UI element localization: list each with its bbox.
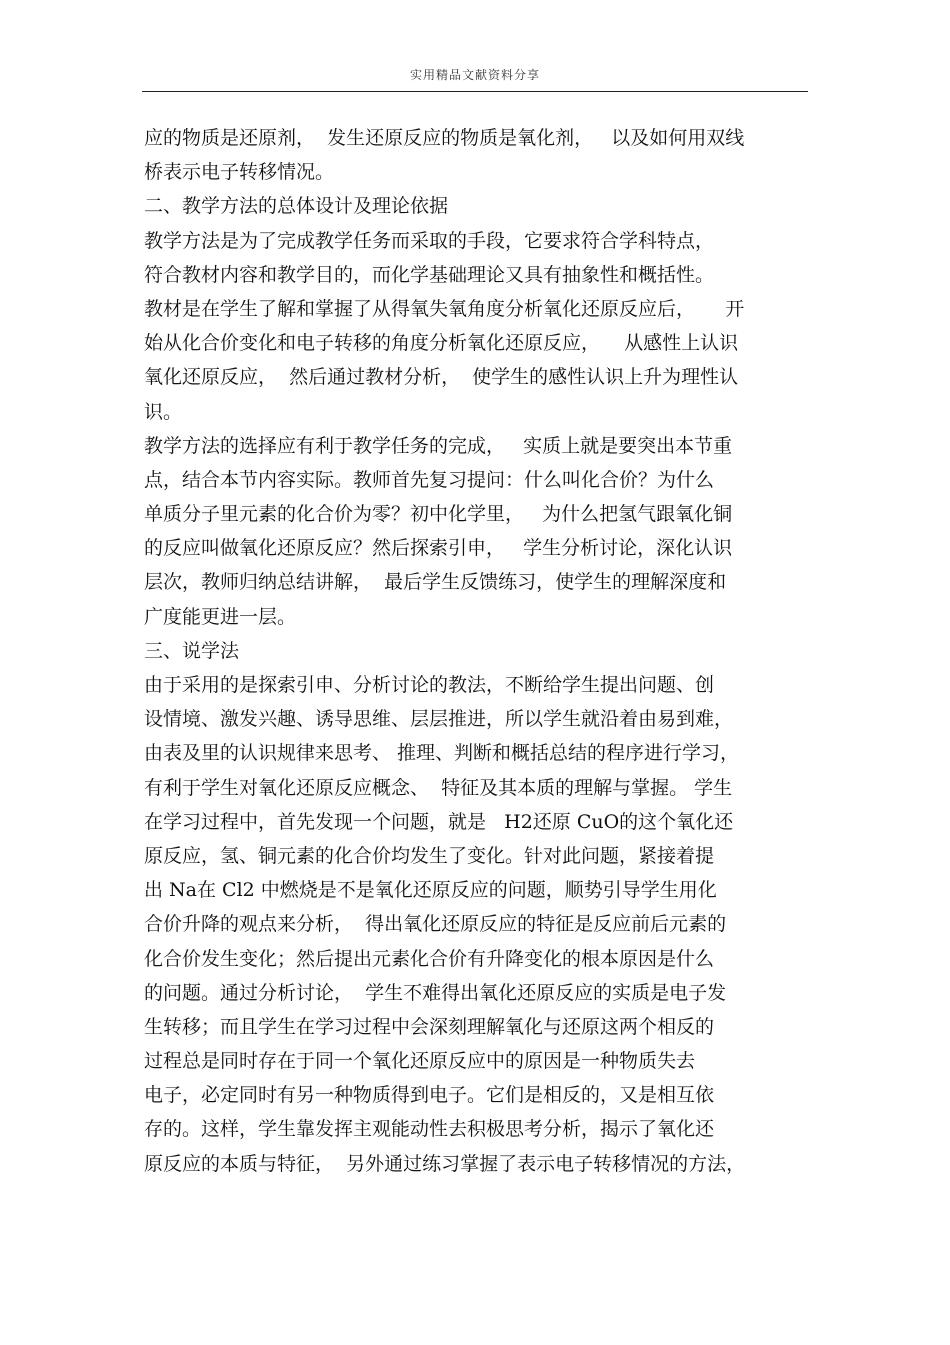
body-line-6: 教材是在学生了解和掌握了从得氧失氧角度分析氧化还原反应后， 开 xyxy=(144,297,745,320)
body-line-14: 层次，教师归纳总结讲解， 最后学生反馈练习，使学生的理解深度和 xyxy=(144,571,727,594)
body-line-10: 教学方法的选择应有利于教学任务的完成， 实质上就是要突出本节重 xyxy=(144,434,733,457)
body-line-5: 符合教材内容和教学目的，而化学基础理论又具有抽象性和概括性。 xyxy=(144,263,715,286)
body-line-9: 识。 xyxy=(144,400,183,423)
body-line-11: 点，结合本节内容实际。教师首先复习提问：什么叫化合价？为什么 xyxy=(144,468,715,491)
body-line-30: 存的。这样，学生靠发挥主观能动性去积极思考分析，揭示了氧化还 xyxy=(144,1118,715,1141)
section-heading-teaching-method: 二、教学方法的总体设计及理论依据 xyxy=(144,195,449,218)
body-line-24: 合价升降的观点来分析， 得出氧化还原反应的特征是反应前后元素的 xyxy=(144,913,727,936)
body-line-7: 始从化合价变化和电子转移的角度分析氧化还原反应， 从感性上认识 xyxy=(144,332,739,355)
body-line-19: 由表及里的认识规律来思考、 推理、判断和概括总结的程序进行学习， xyxy=(144,742,740,765)
body-line-13: 的反应叫做氧化还原反应？然后探索引申， 学生分析讨论，深化认识 xyxy=(144,537,733,560)
body-line-12: 单质分子里元素的化合价为零？初中化学里， 为什么把氢气跟氧化铜 xyxy=(144,503,733,526)
body-line-28: 过程总是同时存在于同一个氧化还原反应中的原因是一种物质失去 xyxy=(144,1050,696,1073)
body-line-21: 在学习过程中，首先发现一个问题，就是 H2还原 CuO的这个氧化还 xyxy=(144,810,734,833)
body-line-18: 设情境、激发兴趣、诱导思维、层层推进，所以学生就沿着由易到难， xyxy=(144,708,734,731)
page-header-title: 实用精品文献资料分享 xyxy=(409,68,540,82)
body-line-31: 原反应的本质与特征， 另外通过练习掌握了表示电子转移情况的方法， xyxy=(144,1152,746,1175)
document-body xyxy=(144,121,812,1181)
body-line-22: 原反应，氢、铜元素的化合价均发生了变化。针对此问题，紧接着提 xyxy=(144,844,715,867)
body-line-1: 应的物质是还原剂， 发生还原反应的物质是氧化剂， 以及如何用双线 xyxy=(144,127,745,149)
body-line-20: 有利于学生对氧化还原反应概念、 特征及其本质的理解与掌握。 学生 xyxy=(144,776,733,799)
body-line-25: 化合价发生变化；然后提出元素化合价有升降变化的根本原因是什么 xyxy=(144,947,715,970)
body-line-27: 生转移；而且学生在学习过程中会深刻理解氧化与还原这两个相反的 xyxy=(144,1015,715,1038)
body-line-8: 氧化还原反应， 然后通过教材分析， 使学生的感性认识上升为理性认 xyxy=(144,366,739,389)
body-line-4: 教学方法是为了完成教学任务而采取的手段，它要求符合学科特点， xyxy=(144,229,715,252)
body-line-29: 电子，必定同时有另一种物质得到电子。它们是相反的，又是相互依 xyxy=(144,1084,715,1107)
header-divider xyxy=(142,91,808,92)
body-line-17: 由于采用的是探索引申、分析讨论的教法，不断给学生提出问题、创 xyxy=(144,674,715,696)
section-heading-learning-method: 三、说学法 xyxy=(144,639,240,662)
body-line-15: 广度能更进一层。 xyxy=(144,605,297,628)
body-line-26: 的问题。通过分析讨论， 学生不难得出氧化还原反应的实质是电子发 xyxy=(144,981,727,1004)
body-line-23: 出 Na在 Cl2 中燃烧是不是氧化还原反应的问题，顺势引导学生用化 xyxy=(144,879,717,902)
body-line-2: 桥表示电子转移情况。 xyxy=(144,161,335,184)
